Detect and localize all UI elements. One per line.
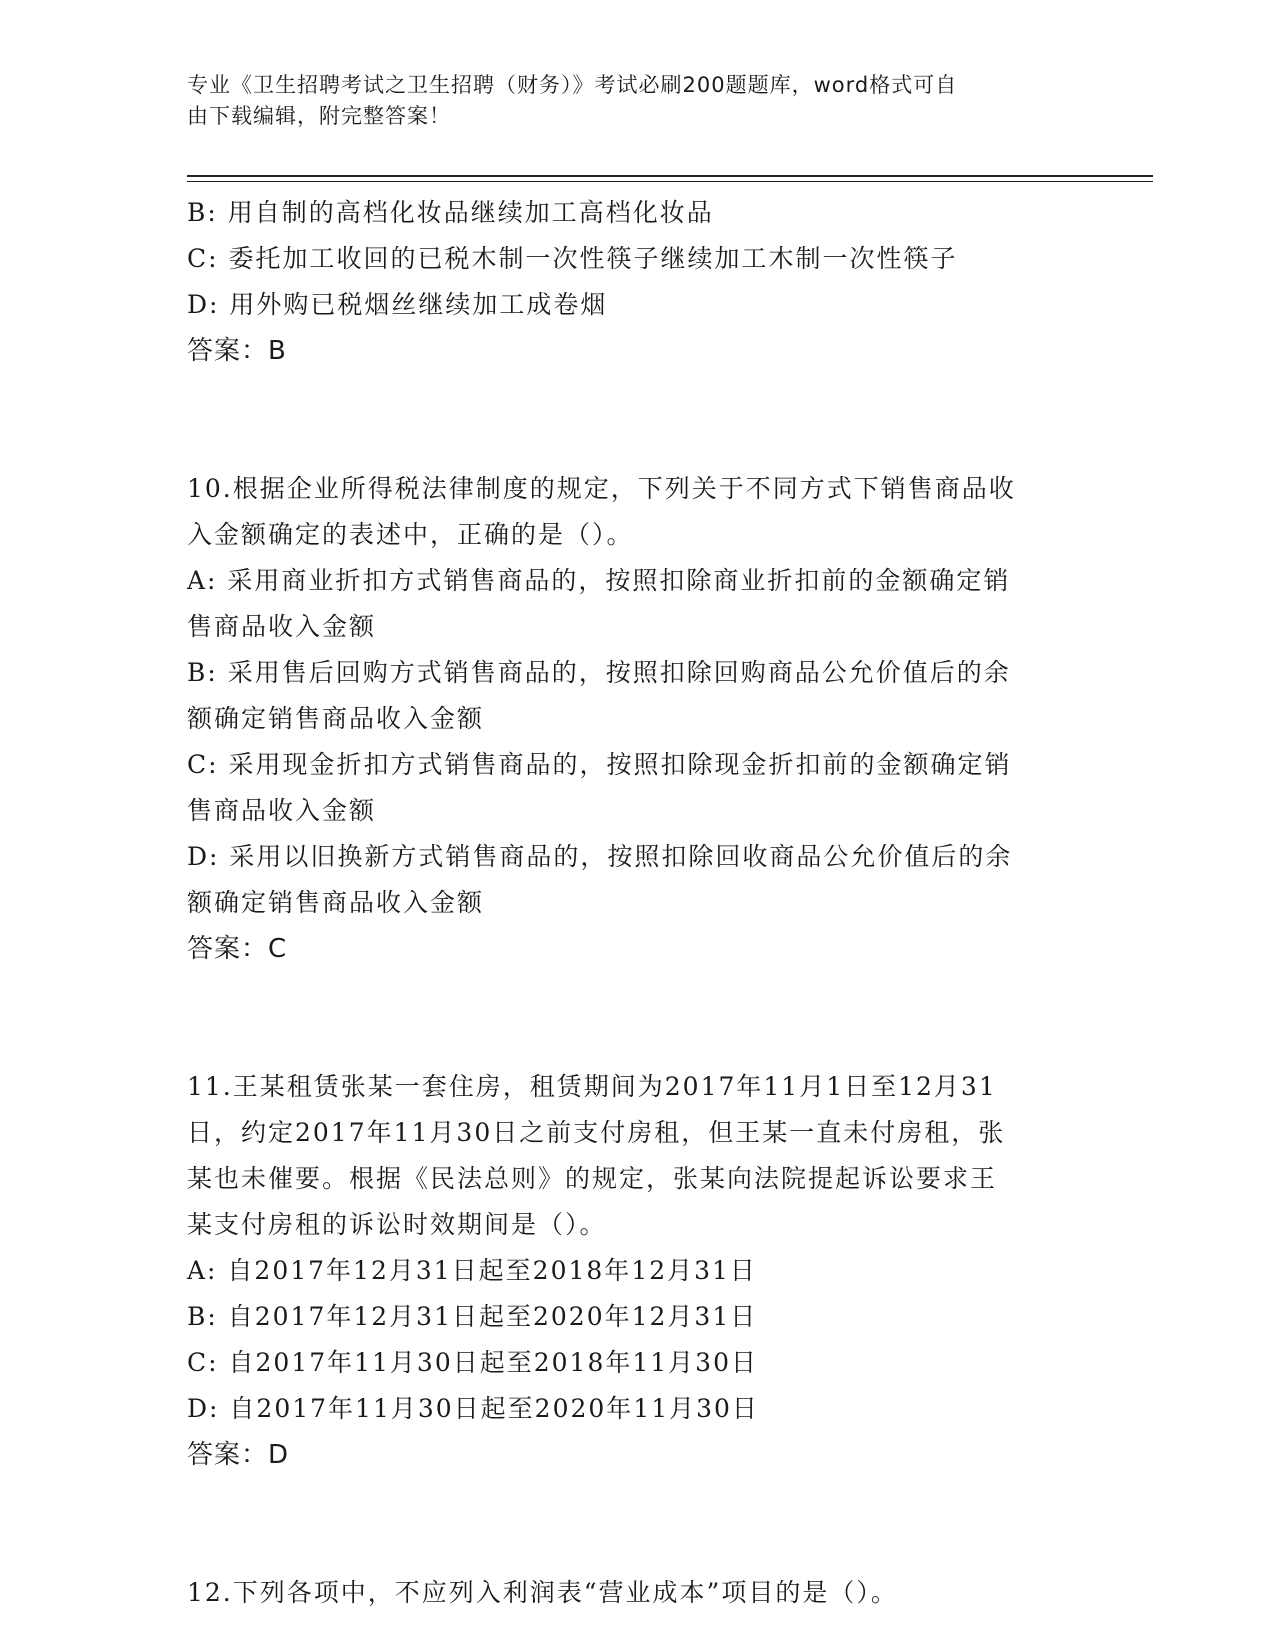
header-rule-thick	[187, 175, 1153, 177]
q11-option-d: D: 自2017年11月30日起至2020年11月30日	[187, 1394, 759, 1423]
question-11	[187, 1064, 1087, 1478]
q12-stem-line-1: 12.下列各项中，不应列入利润表“营业成本”项目的是（）。	[187, 1578, 898, 1607]
header-line-1: 专业《卫生招聘考试之卫生招聘（财务）》考试必刷200题题库，word格式可自	[187, 73, 958, 97]
header-line-2: 由下载编辑，附完整答案！	[187, 104, 451, 128]
q11-stem-line-3: 某也未催要。根据《民法总则》的规定，张某向法院提起诉讼要求王	[187, 1164, 998, 1193]
q10-option-a-line-2: 售商品收入金额	[187, 612, 377, 641]
q9-option-b: B: 用自制的高档化妆品继续加工高档化妆品	[187, 198, 714, 227]
q10-stem-line-2: 入金额确定的表述中，正确的是（）。	[187, 520, 634, 549]
q10-option-a-line-1: A: 采用商业折扣方式销售商品的，按照扣除商业折扣前的金额确定销	[187, 566, 1011, 595]
q11-stem-line-2: 日，约定2017年11月30日之前支付房租，但王某一直未付房租，张	[187, 1118, 1006, 1147]
q11-option-a: A: 自2017年12月31日起至2018年12月31日	[187, 1256, 757, 1285]
q11-answer: 答案：D	[187, 1440, 290, 1470]
q9-answer: 答案：B	[187, 336, 287, 366]
q11-stem-line-4: 某支付房租的诉讼时效期间是（）。	[187, 1210, 607, 1239]
question-content	[187, 190, 1087, 1616]
question-9	[187, 190, 1087, 374]
header-rule-thin	[187, 181, 1153, 182]
q10-option-c-line-2: 售商品收入金额	[187, 796, 377, 825]
spacer	[187, 374, 1087, 466]
q10-option-d-line-1: D: 采用以旧换新方式销售商品的，按照扣除回收商品公允价值后的余	[187, 842, 1013, 871]
q9-option-d: D: 用外购已税烟丝继续加工成卷烟	[187, 290, 608, 319]
q11-stem-line-1: 11.王某租赁张某一套住房，租赁期间为2017年11月1日至12月31	[187, 1072, 997, 1101]
q10-stem-line-1: 10.根据企业所得税法律制度的规定，下列关于不同方式下销售商品收	[187, 474, 1016, 503]
q10-option-d-line-2: 额确定销售商品收入金额	[187, 888, 485, 917]
q10-option-b-line-2: 额确定销售商品收入金额	[187, 704, 485, 733]
q10-answer: 答案：C	[187, 934, 288, 964]
q11-option-b: B: 自2017年12月31日起至2020年12月31日	[187, 1302, 758, 1331]
q10-option-c-line-1: C: 采用现金折扣方式销售商品的，按照扣除现金折扣前的金额确定销	[187, 750, 1012, 779]
question-10	[187, 466, 1087, 972]
spacer	[187, 1478, 1087, 1570]
q11-option-c: C: 自2017年11月30日起至2018年11月30日	[187, 1348, 758, 1377]
question-12	[187, 1570, 1087, 1616]
document-header	[187, 70, 1067, 132]
q10-option-b-line-1: B: 采用售后回购方式销售商品的，按照扣除回购商品公允价值后的余	[187, 658, 1011, 687]
spacer	[187, 972, 1087, 1064]
q9-option-c: C: 委托加工收回的已税木制一次性筷子继续加工木制一次性筷子	[187, 244, 958, 273]
